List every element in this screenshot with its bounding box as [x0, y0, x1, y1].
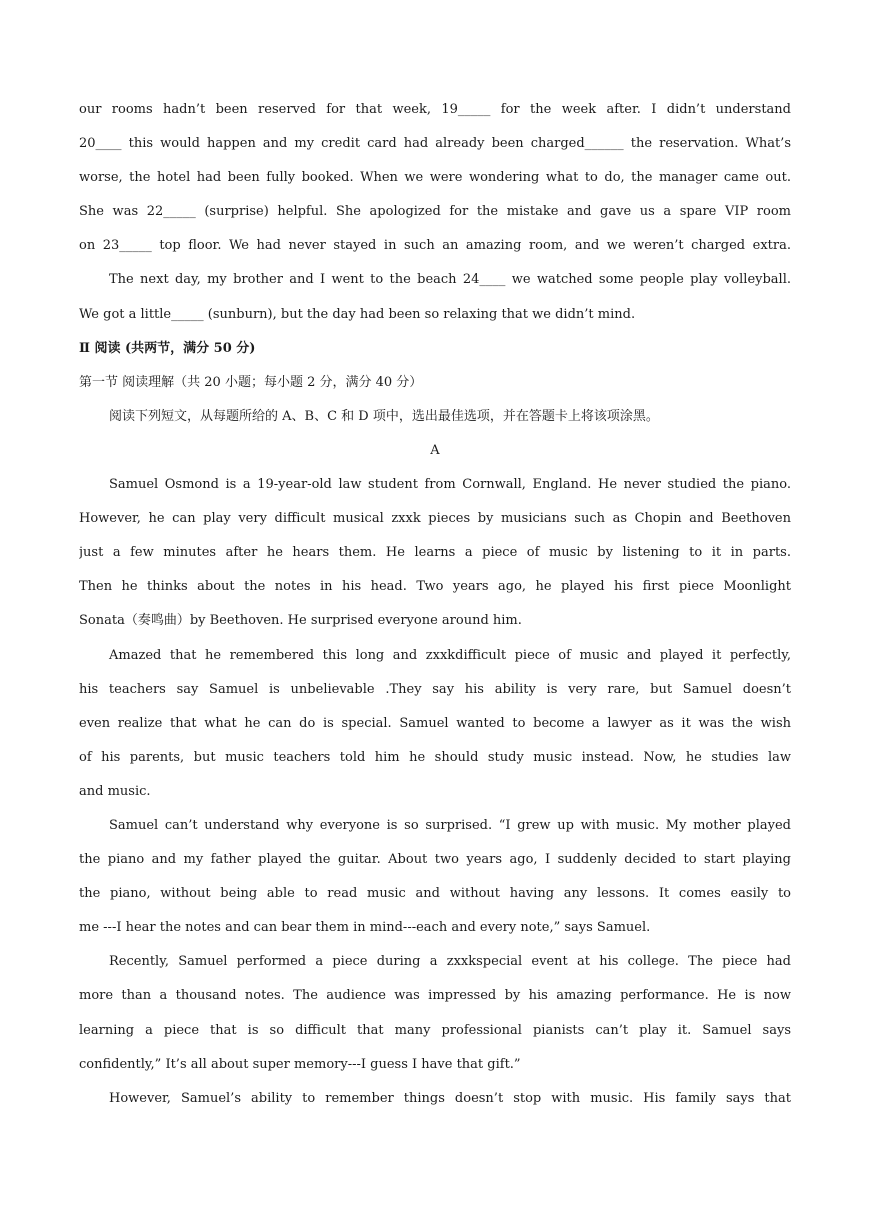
- text-line: She was 22_____ (surprise) helpful. She apologized for the mistake and gave us a spare VIP room: [79, 204, 791, 220]
- passage-a-paragraph-3: [79, 809, 791, 945]
- passage-a-paragraph-1: [79, 468, 791, 638]
- passage-a-paragraph-2: [79, 639, 791, 809]
- text-line: the piano, without being able to read music and without having any lessons. It comes easily to: [79, 886, 791, 902]
- text-line: Then he thinks about the notes in his head. Two years ago, he played his first piece Moonlight: [79, 579, 791, 595]
- text-line: me ---I hear the notes and can bear them in mind---each and every note,” says Samuel.: [79, 920, 651, 936]
- passage-a-paragraph-4: [79, 945, 791, 1081]
- text-line: Samuel can’t understand why everyone is so surprised. “I grew up with music. My mother played: [109, 817, 791, 833]
- text-line: his teachers say Samuel is unbelievable .They say his ability is very rare, but Samuel doesn’t: [79, 681, 791, 697]
- text-line: However, Samuel’s ability to remember things doesn’t stop with music. His family says that: [109, 1090, 791, 1106]
- text-line: worse, the hotel had been fully booked. When we were wondering what to do, the manager came out.: [79, 170, 791, 186]
- text-line: We got a little_____ (sunburn), but the day had been so relaxing that we didn’t mind.: [79, 306, 636, 322]
- passage-a-paragraph-5: [79, 1082, 791, 1116]
- section-instruction: 阅读下列短文，从每题所给的 A、B、C 和 D 项中，选出最佳选项，并在答题卡上将该项涂黑。: [109, 408, 659, 424]
- text-line: more than a thousand notes. The audience was impressed by his amazing performance. He is now: [79, 988, 791, 1004]
- text-line: the piano and my father played the guitar. About two years ago, I suddenly decided to start playing: [79, 852, 791, 868]
- cloze-paragraph-2: [79, 263, 791, 331]
- text-line: confidently,” It’s all about super memory---I guess I have that gift.”: [79, 1056, 521, 1072]
- text-line: 20____ this would happen and my credit card had already been charged______ the reservation. What’s: [79, 136, 791, 152]
- section-subtitle: 第一节 阅读理解（共 20 小题；每小题 2 分，满分 40 分）: [79, 374, 423, 390]
- text-line: The next day, my brother and I went to the beach 24____ we watched some people play volleyball.: [109, 272, 791, 288]
- text-line: of his parents, but music teachers told him he should study music instead. Now, he studies law: [79, 749, 791, 765]
- document-page: [79, 93, 791, 1116]
- text-line: Sonata（奏鸣曲）by Beethoven. He surprised everyone around him.: [79, 613, 522, 629]
- text-line: our rooms hadn’t been reserved for that week, 19_____ for the week after. I didn’t understand: [79, 102, 791, 117]
- text-line: Recently, Samuel performed a piece during a zxxkspecial event at his college. The piece had: [109, 954, 791, 970]
- passage-label: A: [430, 442, 440, 458]
- text-line: learning a piece that is so difficult that many professional pianists can’t play it. Samuel says: [79, 1022, 791, 1038]
- text-line: Samuel Osmond is a 19-year-old law student from Cornwall, England. He never studied the piano.: [109, 477, 791, 493]
- text-line: and music.: [79, 783, 151, 799]
- text-line: However, he can play very difficult musical zxxk pieces by musicians such as Chopin and Beethoven: [79, 511, 791, 527]
- text-line: Amazed that he remembered this long and zxxkdifficult piece of music and played it perfectly,: [109, 647, 791, 663]
- text-line: just a few minutes after he hears them. He learns a piece of music by listening to it in parts.: [79, 545, 791, 561]
- text-line: even realize that what he can do is special. Samuel wanted to become a lawyer as it was the wish: [79, 715, 791, 731]
- section-title: Ⅱ 阅读 (共两节，满分 50 分): [79, 340, 256, 356]
- cloze-paragraph-1: [79, 93, 791, 263]
- text-line: on 23_____ top floor. We had never stayed in such an amazing room, and we weren’t charged extra.: [79, 238, 791, 254]
